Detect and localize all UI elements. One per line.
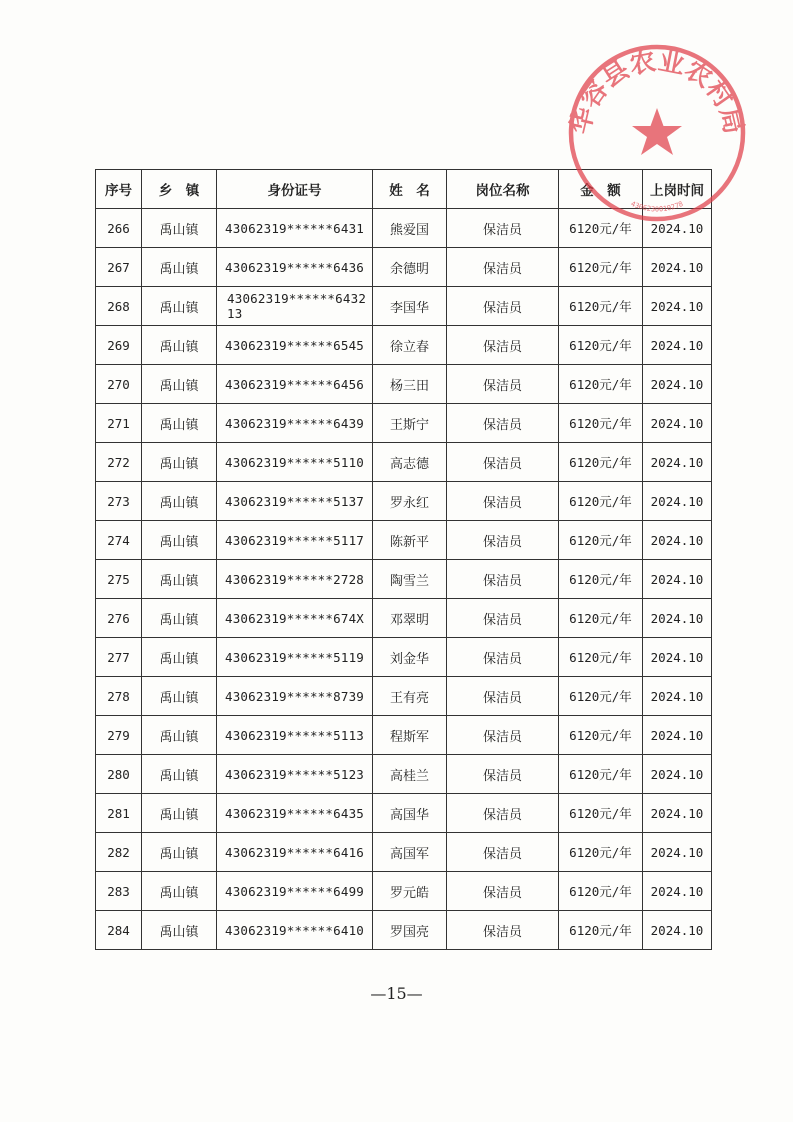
- cell-date: 2024.10: [643, 443, 712, 482]
- header-name: 姓 名: [373, 170, 447, 209]
- cell-amount: 6120元/年: [559, 599, 643, 638]
- cell-date: 2024.10: [643, 755, 712, 794]
- cell-amount: 6120元/年: [559, 209, 643, 248]
- cell-date: 2024.10: [643, 872, 712, 911]
- cell-post: 保洁员: [447, 209, 559, 248]
- cell-name: 罗元皓: [373, 872, 447, 911]
- cell-post: 保洁员: [447, 287, 559, 326]
- table-row: [96, 287, 712, 326]
- cell-name: 陶雪兰: [373, 560, 447, 599]
- cell-id-number: 43062319******6435: [217, 794, 373, 833]
- table-row: [96, 833, 712, 872]
- cell-id-number: 43062319******6416: [217, 833, 373, 872]
- cell-post: 保洁员: [447, 560, 559, 599]
- cell-post: 保洁员: [447, 638, 559, 677]
- cell-name: 徐立春: [373, 326, 447, 365]
- header-date: 上岗时间: [643, 170, 712, 209]
- cell-id-number: 43062319******6436: [217, 248, 373, 287]
- cell-amount: 6120元/年: [559, 248, 643, 287]
- cell-name: 熊爱国: [373, 209, 447, 248]
- table-row: [96, 521, 712, 560]
- cell-date: 2024.10: [643, 794, 712, 833]
- cell-seq: 268: [96, 287, 142, 326]
- cell-name: 王斯宁: [373, 404, 447, 443]
- cell-amount: 6120元/年: [559, 911, 643, 950]
- cell-post: 保洁员: [447, 248, 559, 287]
- cell-seq: 279: [96, 716, 142, 755]
- cell-town: 禹山镇: [142, 677, 217, 716]
- cell-seq: 267: [96, 248, 142, 287]
- table-row: [96, 911, 712, 950]
- cell-amount: 6120元/年: [559, 755, 643, 794]
- cell-town: 禹山镇: [142, 833, 217, 872]
- cell-amount: 6120元/年: [559, 638, 643, 677]
- cell-id-number: 43062319******5113: [217, 716, 373, 755]
- cell-amount: 6120元/年: [559, 521, 643, 560]
- header-amount: 金 额: [559, 170, 643, 209]
- header-id: 身份证号: [217, 170, 373, 209]
- cell-name: 杨三田: [373, 365, 447, 404]
- cell-town: 禹山镇: [142, 482, 217, 521]
- cell-id-number: 43062319******5110: [217, 443, 373, 482]
- cell-id-number: 43062319******5123: [217, 755, 373, 794]
- cell-town: 禹山镇: [142, 209, 217, 248]
- seal-star-icon: [632, 108, 682, 155]
- cell-seq: 271: [96, 404, 142, 443]
- cell-name: 罗国亮: [373, 911, 447, 950]
- cell-date: 2024.10: [643, 404, 712, 443]
- header-town: 乡 镇: [142, 170, 217, 209]
- table-row: [96, 365, 712, 404]
- cell-date: 2024.10: [643, 677, 712, 716]
- cell-seq: 266: [96, 209, 142, 248]
- cell-seq: 272: [96, 443, 142, 482]
- cell-seq: 278: [96, 677, 142, 716]
- table-row: [96, 326, 712, 365]
- cell-post: 保洁员: [447, 911, 559, 950]
- cell-date: 2024.10: [643, 326, 712, 365]
- cell-seq: 274: [96, 521, 142, 560]
- cell-seq: 269: [96, 326, 142, 365]
- table-row: [96, 209, 712, 248]
- table-row: [96, 872, 712, 911]
- cell-id-number: 43062319******8739: [217, 677, 373, 716]
- cell-town: 禹山镇: [142, 638, 217, 677]
- cell-town: 禹山镇: [142, 794, 217, 833]
- cell-seq: 282: [96, 833, 142, 872]
- header-post: 岗位名称: [447, 170, 559, 209]
- cell-amount: 6120元/年: [559, 872, 643, 911]
- cell-seq: 281: [96, 794, 142, 833]
- cell-id-number: 43062319******6545: [217, 326, 373, 365]
- cell-post: 保洁员: [447, 755, 559, 794]
- cell-date: 2024.10: [643, 911, 712, 950]
- cell-amount: 6120元/年: [559, 716, 643, 755]
- table-row: [96, 248, 712, 287]
- cell-name: 程斯军: [373, 716, 447, 755]
- cell-seq: 273: [96, 482, 142, 521]
- cell-date: 2024.10: [643, 560, 712, 599]
- cell-post: 保洁员: [447, 326, 559, 365]
- table-row: [96, 638, 712, 677]
- cell-post: 保洁员: [447, 521, 559, 560]
- cell-date: 2024.10: [643, 248, 712, 287]
- cell-town: 禹山镇: [142, 560, 217, 599]
- cell-date: 2024.10: [643, 833, 712, 872]
- cell-seq: 270: [96, 365, 142, 404]
- personnel-table: [95, 169, 712, 950]
- seal-code: 4306230010278: [629, 199, 685, 214]
- cell-seq: 280: [96, 755, 142, 794]
- cell-date: 2024.10: [643, 716, 712, 755]
- cell-town: 禹山镇: [142, 365, 217, 404]
- cell-amount: 6120元/年: [559, 482, 643, 521]
- header-row: [96, 170, 712, 209]
- table-row: [96, 716, 712, 755]
- cell-name: 刘金华: [373, 638, 447, 677]
- header-seq: 序号: [96, 170, 142, 209]
- cell-name: 高桂兰: [373, 755, 447, 794]
- cell-date: 2024.10: [643, 482, 712, 521]
- cell-seq: 283: [96, 872, 142, 911]
- cell-post: 保洁员: [447, 872, 559, 911]
- cell-amount: 6120元/年: [559, 404, 643, 443]
- cell-town: 禹山镇: [142, 911, 217, 950]
- cell-amount: 6120元/年: [559, 326, 643, 365]
- cell-town: 禹山镇: [142, 755, 217, 794]
- cell-post: 保洁员: [447, 599, 559, 638]
- cell-town: 禹山镇: [142, 716, 217, 755]
- cell-date: 2024.10: [643, 521, 712, 560]
- cell-id-number: 43062319******643213: [217, 287, 373, 326]
- cell-name: 陈新平: [373, 521, 447, 560]
- table-row: [96, 482, 712, 521]
- cell-amount: 6120元/年: [559, 365, 643, 404]
- cell-date: 2024.10: [643, 638, 712, 677]
- table-row: [96, 599, 712, 638]
- cell-post: 保洁员: [447, 677, 559, 716]
- cell-amount: 6120元/年: [559, 677, 643, 716]
- cell-town: 禹山镇: [142, 599, 217, 638]
- cell-id-number: 43062319******5119: [217, 638, 373, 677]
- cell-name: 高国军: [373, 833, 447, 872]
- cell-name: 高国华: [373, 794, 447, 833]
- cell-post: 保洁员: [447, 794, 559, 833]
- table-row: [96, 677, 712, 716]
- cell-post: 保洁员: [447, 443, 559, 482]
- svg-text:华容县农业农村局: [565, 46, 748, 137]
- cell-id-number: 43062319******6456: [217, 365, 373, 404]
- table-row: [96, 560, 712, 599]
- table-header: [96, 170, 712, 209]
- table-row: [96, 755, 712, 794]
- cell-seq: 276: [96, 599, 142, 638]
- cell-id-number: 43062319******6431: [217, 209, 373, 248]
- cell-date: 2024.10: [643, 287, 712, 326]
- cell-date: 2024.10: [643, 365, 712, 404]
- cell-town: 禹山镇: [142, 404, 217, 443]
- page-number: —15—: [370, 984, 423, 1003]
- cell-id-number: 43062319******5137: [217, 482, 373, 521]
- cell-town: 禹山镇: [142, 443, 217, 482]
- cell-town: 禹山镇: [142, 287, 217, 326]
- seal-text: 华容县农业农村局: [565, 46, 749, 137]
- cell-date: 2024.10: [643, 599, 712, 638]
- cell-id-number: 43062319******674X: [217, 599, 373, 638]
- cell-id-number: 43062319******6410: [217, 911, 373, 950]
- cell-id-number: 43062319******2728: [217, 560, 373, 599]
- cell-name: 罗永红: [373, 482, 447, 521]
- cell-seq: 275: [96, 560, 142, 599]
- cell-name: 高志德: [373, 443, 447, 482]
- cell-amount: 6120元/年: [559, 794, 643, 833]
- cell-name: 邓翠明: [373, 599, 447, 638]
- cell-town: 禹山镇: [142, 326, 217, 365]
- cell-date: 2024.10: [643, 209, 712, 248]
- cell-id-number: 43062319******5117: [217, 521, 373, 560]
- cell-amount: 6120元/年: [559, 287, 643, 326]
- cell-amount: 6120元/年: [559, 833, 643, 872]
- cell-post: 保洁员: [447, 365, 559, 404]
- cell-post: 保洁员: [447, 833, 559, 872]
- table-row: [96, 443, 712, 482]
- cell-name: 余德明: [373, 248, 447, 287]
- cell-town: 禹山镇: [142, 872, 217, 911]
- table-row: [96, 794, 712, 833]
- cell-id-number: 43062319******6499: [217, 872, 373, 911]
- cell-name: 王有亮: [373, 677, 447, 716]
- cell-town: 禹山镇: [142, 248, 217, 287]
- cell-post: 保洁员: [447, 404, 559, 443]
- cell-post: 保洁员: [447, 482, 559, 521]
- table-body: [96, 209, 712, 950]
- cell-amount: 6120元/年: [559, 443, 643, 482]
- cell-id-number: 43062319******6439: [217, 404, 373, 443]
- cell-seq: 277: [96, 638, 142, 677]
- cell-post: 保洁员: [447, 716, 559, 755]
- cell-seq: 284: [96, 911, 142, 950]
- table-row: [96, 404, 712, 443]
- cell-town: 禹山镇: [142, 521, 217, 560]
- cell-amount: 6120元/年: [559, 560, 643, 599]
- cell-name: 李国华: [373, 287, 447, 326]
